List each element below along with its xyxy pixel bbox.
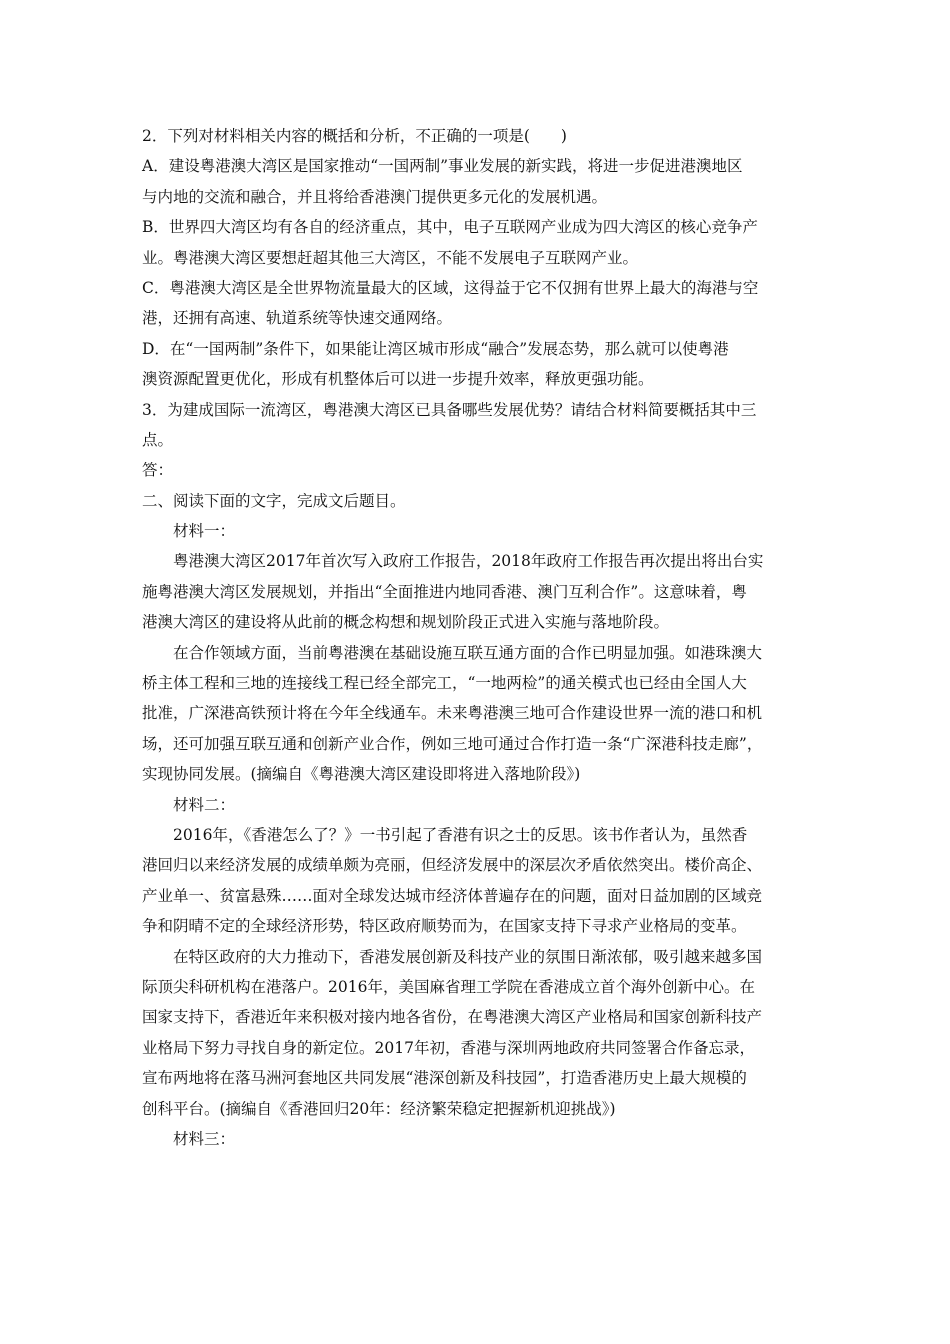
- text-line: 材料二：: [173, 795, 236, 814]
- text-line: 2．下列对材料相关内容的概括和分析，不正确的一项是( ): [142, 127, 567, 145]
- text-line: 宣布两地将在落马洲河套地区共同发展“港深创新及科技园”，打造香港历史上最大规模的: [142, 1069, 747, 1088]
- document-page: [142, 121, 812, 1154]
- text-line: 争和阴晴不定的全球经济形势，特区政府顺势而为，在国家支持下寻求产业格局的变革。: [142, 917, 747, 936]
- text-line: C．粤港澳大湾区是全世界物流量最大的区域，这得益于它不仅拥有世界上最大的海港与空: [142, 278, 759, 297]
- text-line: 实现协同发展。(摘编自《粤港澳大湾区建设即将进入落地阶段》): [142, 765, 581, 784]
- text-line: D．在“一国两制”条件下，如果能让湾区城市形成“融合”发展态势，那么就可以使粤港: [142, 339, 729, 358]
- text-line: 材料三：: [173, 1129, 236, 1148]
- text-line: 与内地的交流和融合，并且将给香港澳门提供更多元化的发展机遇。: [142, 187, 608, 206]
- text-line: 在特区政府的大力推动下，香港发展创新及科技产业的氛围日渐浓郁，吸引越来越多国: [173, 947, 763, 966]
- text-line: 桥主体工程和三地的连接线工程已经全部完工，“一地两检”的通关模式也已经由全国人大: [142, 674, 747, 693]
- text-line: 业格局下努力寻找自身的新定位。2017年初，香港与深圳两地政府共同签署合作备忘录，: [142, 1038, 755, 1057]
- text-line: B．世界四大湾区均有各自的经济重点，其中，电子互联网产业成为四大湾区的核心竞争产: [142, 218, 758, 237]
- text-line: 点。: [142, 430, 174, 449]
- text-line: 业。粤港澳大湾区要想赶超其他三大湾区，不能不发展电子互联网产业。: [142, 248, 639, 267]
- text-line: 产业单一、贫富悬殊……面对全球发达城市经济体普遍存在的问题，面对日益加剧的区域竞: [142, 886, 763, 905]
- text-line: 二、阅读下面的文字，完成文后题目。: [142, 491, 406, 510]
- text-line: 场，还可加强互联互通和创新产业合作，例如三地可通过合作打造一条“广深港科技走廊”，: [142, 734, 763, 753]
- text-line: 港回归以来经济发展的成绩单颇为亮丽，但经济发展中的深层次矛盾依然突出。楼价高企、: [142, 856, 763, 875]
- text-line: 施粤港澳大湾区发展规划，并指出“全面推进内地同香港、澳门互利合作”。这意味着，粤: [142, 582, 747, 601]
- text-line: 港，还拥有高速、轨道系统等快速交通网络。: [142, 309, 453, 328]
- text-line: 粤港澳大湾区2017年首次写入政府工作报告，2018年政府工作报告再次提出将出台实: [173, 552, 764, 571]
- text-line: 创科平台。(摘编自《香港回归20年：经济繁荣稳定把握新机迎挑战》): [142, 1099, 616, 1118]
- text-line: 材料一：: [173, 522, 236, 541]
- text-line: 批准，广深港高铁预计将在今年全线通车。未来粤港澳三地可合作建设世界一流的港口和机: [142, 704, 763, 723]
- text-line: 在合作领域方面，当前粤港澳在基础设施互联互通方面的合作已明显加强。如港珠澳大: [173, 643, 763, 662]
- text-line: 际顶尖科研机构在港落户。2016年，美国麻省理工学院在香港成立首个海外创新中心。在: [142, 977, 755, 996]
- text-line: 澳资源配置更优化，形成有机整体后可以进一步提升效率，释放更强功能。: [142, 370, 654, 389]
- text-line: 答：: [142, 461, 174, 480]
- text-line: 国家支持下，香港近年来积极对接内地各省份，在粤港澳大湾区产业格局和国家创新科技产: [142, 1008, 763, 1027]
- text-line: 港澳大湾区的建设将从此前的概念构想和规划阶段正式进入实施与落地阶段。: [142, 613, 670, 632]
- text-line: 3．为建成国际一流湾区，粤港澳大湾区已具备哪些发展优势？请结合材料简要概括其中三: [142, 400, 757, 419]
- text-line: A．建设粤港澳大湾区是国家推动“一国两制”事业发展的新实践，将进一步促进港澳地区: [142, 157, 743, 176]
- text-line: 2016年，《香港怎么了？》一书引起了香港有识之士的反思。该书作者认为，虽然香: [173, 825, 748, 844]
